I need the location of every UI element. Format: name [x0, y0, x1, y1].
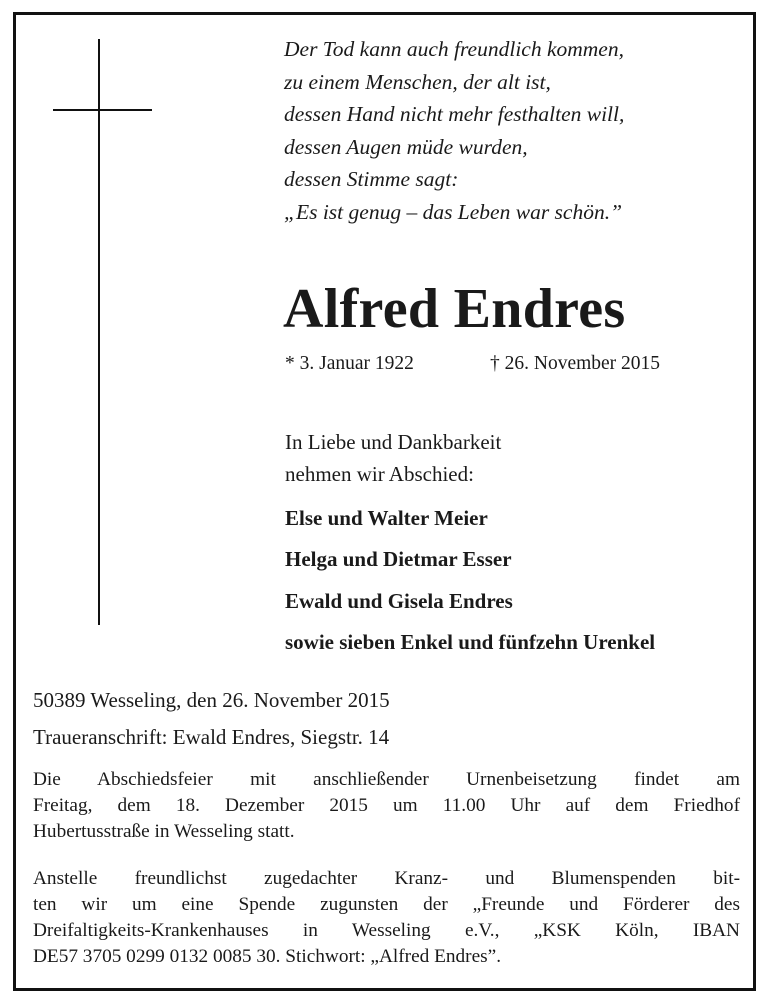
farewell-intro-line: In Liebe und Dankbarkeit [285, 430, 502, 454]
donation-notice [33, 866, 740, 970]
poem [284, 33, 734, 228]
poem-line: Der Tod kann auch freundlich kommen, [284, 37, 624, 61]
mourner-name: Else und Walter Meier [285, 506, 488, 530]
donation-notice-line: ten wir um eine Spende zugunsten der „Freunde und Förderer des [33, 894, 740, 915]
poem-line: dessen Hand nicht mehr festhalten will, [284, 102, 625, 126]
ceremony-notice-line: Die Abschiedsfeier mit anschließender Urnenbeisetzung findet am [33, 769, 740, 790]
mourning-address: Traueranschrift: Ewald Endres, Siegstr. 14 [33, 725, 390, 749]
birth-date: * 3. Januar 1922 [285, 353, 414, 374]
poem-line: dessen Augen müde wurden, [284, 134, 528, 159]
death-date: † 26. November 2015 [490, 353, 661, 374]
mourner-name: Helga und Dietmar Esser [285, 547, 512, 571]
farewell-intro-line: nehmen wir Abschied: [285, 462, 474, 486]
donation-notice-line: DE57 3705 0299 0132 0085 30. Stichwort: „Alfred Endres”. [33, 946, 502, 967]
cross-icon-vertical-bar [98, 39, 100, 625]
ceremony-notice-line: Hubertusstraße in Wesseling statt. [33, 821, 295, 842]
place-and-date: 50389 Wesseling, den 26. November 2015 [33, 688, 390, 712]
ceremony-notice-line: Freitag, dem 18. Dezember 2015 um 11.00 Uhr auf dem Friedhof [33, 795, 740, 816]
mourner-name: Ewald und Gisela Endres [285, 589, 513, 613]
poem-line: dessen Stimme sagt: [284, 167, 459, 191]
donation-notice-line: Dreifaltigkeits-Krankenhauses in Wesseling e.V., „KSK Köln, IBAN [33, 920, 740, 941]
mourner-name: sowie sieben Enkel und fünfzehn Urenkel [285, 630, 656, 654]
donation-notice-line: Anstelle freundlichst zugedachter Kranz- und Blumenspenden bit- [33, 868, 740, 889]
ceremony-notice [33, 767, 740, 845]
poem-line: zu einem Menschen, der alt ist, [284, 69, 551, 94]
cross-icon-horizontal-bar [53, 109, 152, 111]
deceased-name: Alfred Endres [283, 278, 626, 340]
farewell-intro [285, 426, 501, 490]
poem-line: „Es ist genug – das Leben war schön.” [284, 199, 623, 224]
